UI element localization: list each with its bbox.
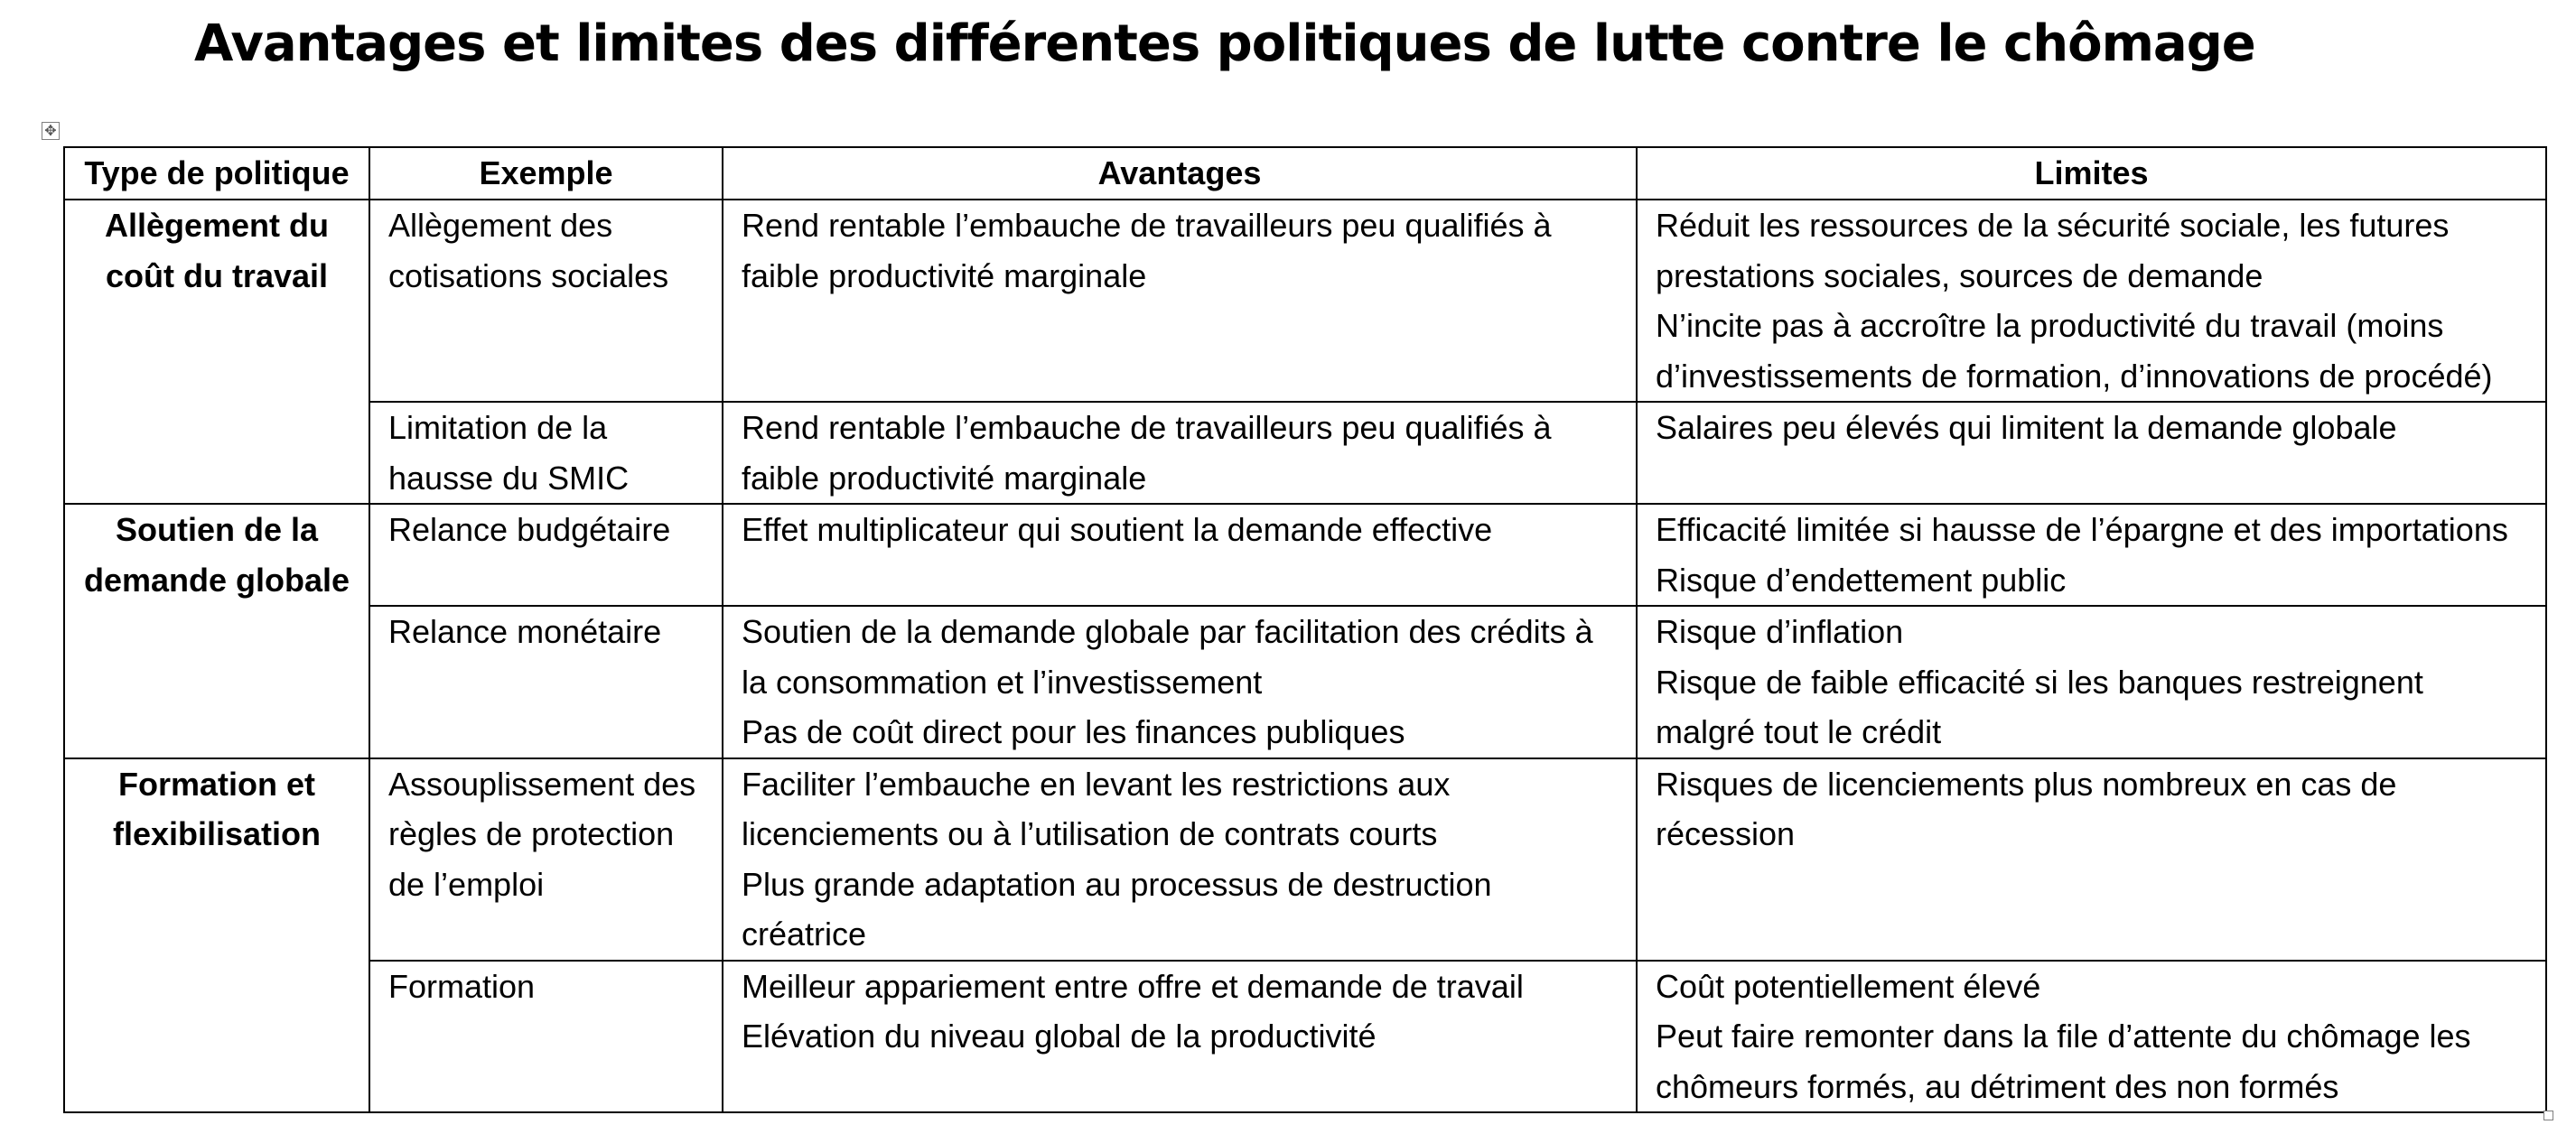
table-resize-handle[interactable]	[2543, 1111, 2553, 1120]
example-cell: Relance budgétaire	[369, 504, 723, 606]
table-row	[64, 758, 2546, 961]
example-cell: Relance monétaire	[369, 606, 723, 758]
policy-type-cell: Formation et flexibilisation	[64, 758, 369, 1113]
advantage-line: Rend rentable l’embauche de travailleurs peu qualifiés à faible productivité marginale	[742, 409, 1552, 497]
example-cell: Formation	[369, 961, 723, 1113]
page-title: Avantages et limites des différentes politiques de lutte contre le chômage	[194, 14, 2255, 73]
header-advantages: Avantages	[723, 147, 1637, 200]
table-row	[64, 200, 2546, 402]
limits-cell	[1637, 758, 2546, 961]
limit-line: Peut faire remonter dans la file d’attente du chômage les chômeurs formés, au détriment des non formés	[1656, 1018, 2471, 1105]
advantage-line: Soutien de la demande globale par facilitation des crédits à la consommation et l’investissement	[742, 613, 1593, 701]
policy-type-cell: Soutien de la demande globale	[64, 504, 369, 758]
limit-line: Risques de licenciements plus nombreux en cas de récession	[1656, 765, 2397, 852]
limit-line: Risque d’inflation	[1656, 613, 1904, 650]
advantage-line: Pas de coût direct pour les finances publiques	[742, 713, 1405, 750]
policies-table	[63, 146, 2547, 1113]
limit-line: Coût potentiellement élevé	[1656, 967, 2041, 1005]
table-row	[64, 606, 2546, 758]
example-cell: Allègement des cotisations sociales	[369, 200, 723, 402]
table-header-row	[64, 147, 2546, 200]
table-row	[64, 402, 2546, 504]
limits-cell	[1637, 606, 2546, 758]
limits-cell	[1637, 961, 2546, 1113]
limits-cell	[1637, 200, 2546, 402]
advantage-line: Plus grande adaptation au processus de destruction créatrice	[742, 865, 1492, 953]
advantage-line: Meilleur appariement entre offre et demande de travail	[742, 967, 1524, 1005]
advantages-cell	[723, 504, 1637, 606]
table-row	[64, 504, 2546, 606]
table-row	[64, 961, 2546, 1113]
example-cell: Limitation de la hausse du SMIC	[369, 402, 723, 504]
advantages-cell	[723, 961, 1637, 1113]
limit-line: Efficacité limitée si hausse de l’épargne et des importations	[1656, 511, 2508, 548]
advantage-line: Rend rentable l’embauche de travailleurs peu qualifiés à faible productivité marginale	[742, 207, 1552, 294]
policy-type-cell: Allègement du coût du travail	[64, 200, 369, 504]
limit-line: Risque d’endettement public	[1656, 561, 2067, 599]
header-limits: Limites	[1637, 147, 2546, 200]
advantage-line: Effet multiplicateur qui soutient la demande effective	[742, 511, 1493, 548]
limit-line: Salaires peu élevés qui limitent la demande globale	[1656, 409, 2397, 446]
advantages-cell	[723, 606, 1637, 758]
limits-cell	[1637, 402, 2546, 504]
table-move-handle-icon[interactable]: ✥	[42, 122, 60, 140]
limits-cell	[1637, 504, 2546, 606]
advantages-cell	[723, 758, 1637, 961]
header-type: Type de politique	[64, 147, 369, 200]
limit-line: N’incite pas à accroître la productivité du travail (moins d’investissements de formation, d’innovations de procédé)	[1656, 307, 2493, 395]
limit-line: Risque de faible efficacité si les banques restreignent malgré tout le crédit	[1656, 663, 2423, 750]
advantage-line: Elévation du niveau global de la productivité	[742, 1018, 1377, 1055]
advantages-cell	[723, 402, 1637, 504]
advantage-line: Faciliter l’embauche en levant les restrictions aux licenciements ou à l’utilisation de contrats courts	[742, 765, 1451, 852]
example-cell: Assouplissement des règles de protection de l’emploi	[369, 758, 723, 961]
header-example: Exemple	[369, 147, 723, 200]
limit-line: Réduit les ressources de la sécurité sociale, les futures prestations sociales, sources de demande	[1656, 207, 2450, 294]
advantages-cell	[723, 200, 1637, 402]
